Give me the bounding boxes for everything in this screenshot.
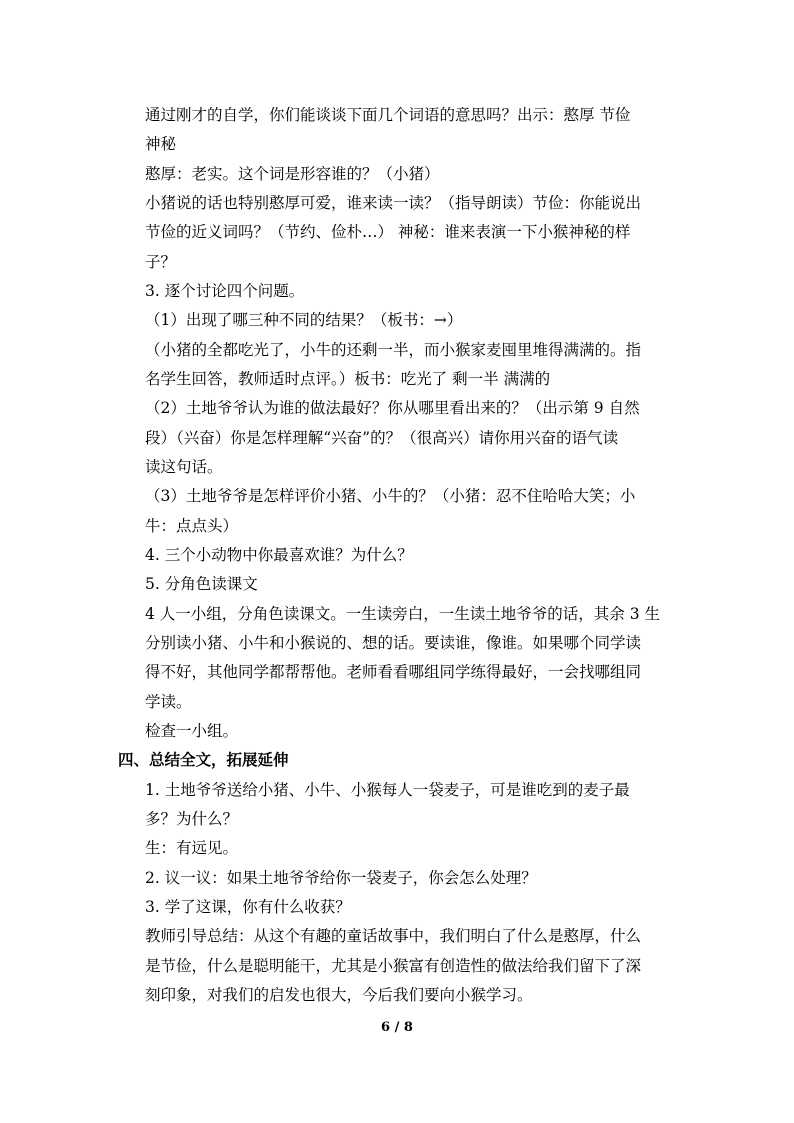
text-line: 教师引导总结：从这个有趣的童话故事中，我们明白了什么是憨厚，什么 xyxy=(145,927,642,945)
text-line: 憨厚：老实。这个词是形容谁的？（小猪） xyxy=(145,165,440,183)
text-line: 子？ xyxy=(145,253,177,271)
text-line: 是节俭，什么是聪明能干，尤其是小猴富有创造性的做法给我们留下了深 xyxy=(145,957,642,975)
text-line: 2. 议一议：如果土地爷爷给你一袋麦子，你会怎么处理？ xyxy=(145,869,537,887)
text-line: 4 人一小组，分角色读课文。一生读旁白，一生读土地爷爷的话，其余 3 生 xyxy=(145,605,661,623)
text-line: 5. 分角色读课文 xyxy=(145,575,258,593)
text-line: 得不好，其他同学都帮帮他。老师看看哪组同学练得最好，一会找哪组同 xyxy=(145,663,642,681)
text-line: 神秘 xyxy=(145,135,177,153)
text-line: 3. 学了这课，你有什么收获？ xyxy=(145,898,351,916)
text-line: 多？为什么？ xyxy=(145,810,239,828)
text-line: 刻印象，对我们的启发也很大，今后我们要向小猴学习。 xyxy=(145,986,533,1004)
text-line: 1. 土地爷爷送给小猪、小牛、小猴每人一袋麦子，可是谁吃到的麦子最 xyxy=(145,781,630,799)
text-line: 4. 三个小动物中你最喜欢谁？为什么？ xyxy=(145,546,413,564)
text-line: 通过刚才的自学，你们能谈谈下面几个词语的意思吗？出示：憨厚 节俭 xyxy=(145,106,631,124)
text-line: 段）（兴奋）你是怎样理解“兴奋”的？（很高兴）请你用兴奋的语气读 xyxy=(145,429,619,447)
text-line: （2）土地爷爷认为谁的做法最好？你从哪里看出来的？（出示第 9 自然 xyxy=(145,399,640,417)
text-line: 名学生回答，教师适时点评。）板书：吃光了 剩一半 满满的 xyxy=(145,370,551,388)
text-line: 3. 逐个讨论四个问题。 xyxy=(145,282,305,300)
text-line: （3）土地爷爷是怎样评价小猪、小牛的？（小猪：忍不住哈哈大笑；小 xyxy=(145,487,636,505)
text-line: 小猪说的话也特别憨厚可爱，谁来读一读？（指导朗读）节俭：你能说出 xyxy=(145,194,642,212)
text-line: （小猪的全都吃光了，小牛的还剩一半，而小猴家麦囤里堆得满满的。指 xyxy=(145,341,642,359)
text-line: 分别读小猪、小牛和小猴说的、想的话。要读谁，像谁。如果哪个同学读 xyxy=(145,634,642,652)
text-line: 读这句话。 xyxy=(145,458,223,476)
text-line: 学读。 xyxy=(145,693,192,711)
text-line: 牛：点点头） xyxy=(145,517,239,535)
text-line: 检查一小组。 xyxy=(145,722,239,740)
page-number: 6 / 8 xyxy=(381,1020,413,1035)
text-line: （1）出现了哪三种不同的结果？（板书：→） xyxy=(145,311,463,329)
text-line: 生：有远见。 xyxy=(145,839,239,857)
text-line: 节俭的近义词吗？（节约、俭朴…） 神秘：谁来表演一下小猴神秘的样 xyxy=(145,223,631,241)
section-heading: 四、总结全文，拓展延伸 xyxy=(118,750,289,769)
